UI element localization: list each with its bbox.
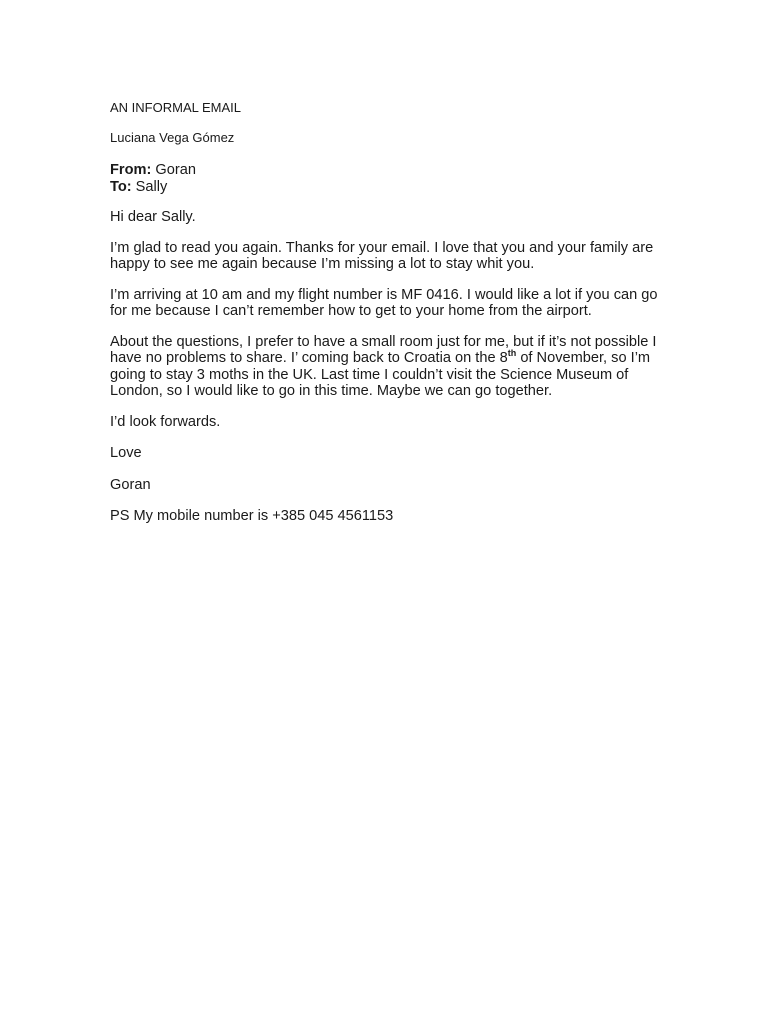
paragraph-3 (110, 334, 670, 400)
signature: Goran (110, 476, 151, 493)
document-author: Luciana Vega Gómez (110, 130, 235, 145)
to-label: To: (110, 178, 132, 195)
paragraph-2: I’m arriving at 10 am and my flight number is MF 0416. I would like a lot if you can go for me because I can’t remember how to get to your home from the airport. (110, 286, 658, 319)
signoff: Love (110, 445, 142, 461)
email-content (110, 100, 670, 525)
from-label: From: (110, 162, 152, 178)
document-title: AN INFORMAL EMAIL (110, 100, 241, 115)
ordinal-suffix: th (507, 348, 517, 358)
postscript: PS My mobile number is +385 045 4561153 (110, 508, 394, 524)
email-header (110, 162, 670, 195)
closing-line: I’d look forwards. (110, 413, 221, 430)
paragraph-1: I’m glad to read you again. Thanks for your email. I love that you and your family are happy to see me again because I’m missing a lot to stay whit you. (110, 239, 654, 272)
to-line (110, 179, 670, 196)
from-line (110, 162, 670, 179)
paragraph-3-part-1: About the questions, I prefer to have a small room just for me, but if it’s not possible I have no problems to share. I’ coming back to Croatia on the 8 (110, 333, 657, 366)
paragraph-3-part-2: of November, so I’m going to stay 3 moths in the UK. Last time I couldn’t visit the Science Museum of London, so I would like to go in this time. Maybe we can go together. (110, 350, 651, 399)
greeting: Hi dear Sally. (110, 209, 196, 225)
from-value: Goran (155, 162, 196, 178)
to-value: Sally (135, 178, 168, 195)
